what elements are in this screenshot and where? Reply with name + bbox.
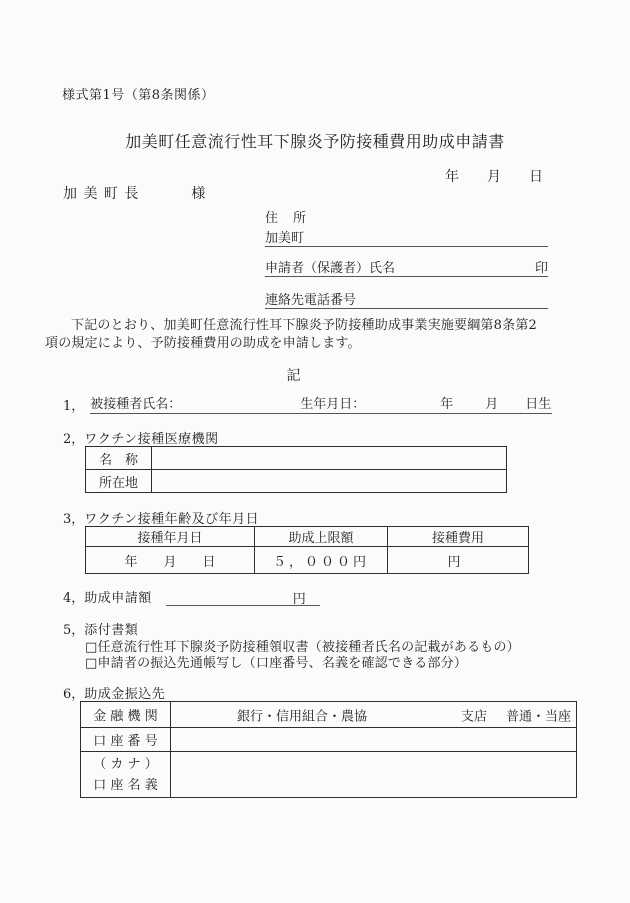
applicant-name-field[interactable] [265,257,548,277]
vaccination-date-field[interactable]: 年 月 日 [86,547,255,574]
section4-amount-line: 4， 助成申請額 円 [63,587,320,606]
section2-title: 2，ワクチン接種医療機関 [63,432,219,447]
section1-recipient-line [63,395,552,414]
account-name-label [81,752,171,798]
section3-title: 3，ワクチン接種年齢及び年月日 [63,512,260,527]
vaccination-cost-header: 接種費用 [388,527,529,547]
section4-title: 助成申請額 [84,591,152,606]
institution-address-field[interactable] [152,470,507,493]
address-block [265,207,548,247]
kana-label: （ カ ナ ） [93,756,158,772]
addressee-line [63,183,206,203]
page-title: 加美町任意流行性耳下腺炎予防接種費用助成申請書 [125,132,505,151]
checkbox-icon[interactable]: □ [85,656,98,671]
address-label: 住 所 [265,211,308,226]
vaccination-cost-field[interactable]: 円 [388,547,529,574]
bank-type-options: 銀行・信用組合・農協 [237,709,368,724]
institution-name-field[interactable] [152,447,507,470]
section6-title: 6，助成金振込先 [63,687,166,702]
attachment-passbook-label: 申請者の振込先通帳写し（口座番号、名義を確認できる部分） [97,656,468,671]
recipient-name-field[interactable] [90,395,552,414]
date-fill-line[interactable]: 年 月 日 [445,169,543,185]
address-field[interactable]: 加美町 [265,227,548,247]
phone-label: 連絡先電話番号 [265,293,357,308]
addressee-name: 加 美 町 長 [63,186,140,202]
form-number: 様式第1号（第8条関係） [62,88,215,103]
subsidy-amount-field[interactable]: 円 [166,588,320,606]
birthdate-label: 生年月日： [300,397,366,412]
bank-name-field[interactable] [171,702,577,728]
checkbox-icon[interactable]: □ [85,640,98,655]
phone-number-field[interactable] [265,289,548,309]
birth-month-label: 月 [485,397,499,412]
account-name-field[interactable] [171,752,577,798]
account-holder-label: 口 座 名 義 [93,777,158,793]
attachment-receipt-label: 任意流行性耳下腺炎予防接種領収書（被接種者氏名の記載があるもの） [97,640,520,655]
seal-mark: 印 [534,261,548,276]
section5-title: 5，添付書類 [63,623,139,638]
bank-label: 金 融 機 関 [81,702,171,728]
table-row [86,470,507,493]
subsidy-limit-header: 助成上限額 [255,527,388,547]
body-paragraph: 下記のとおり、加美町任意流行性耳下腺炎予防接種助成事業実施要綱第8条第2項の規定により、予防接種費用の助成を申請します。 [45,318,537,351]
account-number-field[interactable] [171,728,577,752]
table-header-row [86,527,529,547]
record-heading: 記 [286,368,301,384]
table-row [86,447,507,470]
table-row [81,752,577,798]
addressee-honorific: 様 [191,186,207,202]
vaccination-date-table [85,526,529,574]
table-row [86,547,529,574]
recipient-name-label: 被接種者氏名： [90,397,182,412]
birth-year-label: 年 [440,397,454,412]
attachment-item-passbook [85,652,467,671]
medical-institution-table [85,446,507,493]
account-number-label: 口 座 番 号 [81,728,171,752]
account-type-options: 普通・当座 [505,709,571,724]
section1-number: 1， [63,399,85,414]
birth-day-label: 日生 [525,397,552,412]
institution-name-label: 名 称 [86,447,152,470]
bank-transfer-table [80,701,577,798]
table-row [81,702,577,728]
subsidy-limit-value: ５，０００円 [255,547,388,574]
table-row [81,728,577,752]
institution-address-label: 所在地 [86,470,152,493]
branch-label: 支店 [461,709,488,724]
applicant-label: 申請者（保護者）氏名 [265,261,396,276]
vaccination-date-header: 接種年月日 [86,527,255,547]
